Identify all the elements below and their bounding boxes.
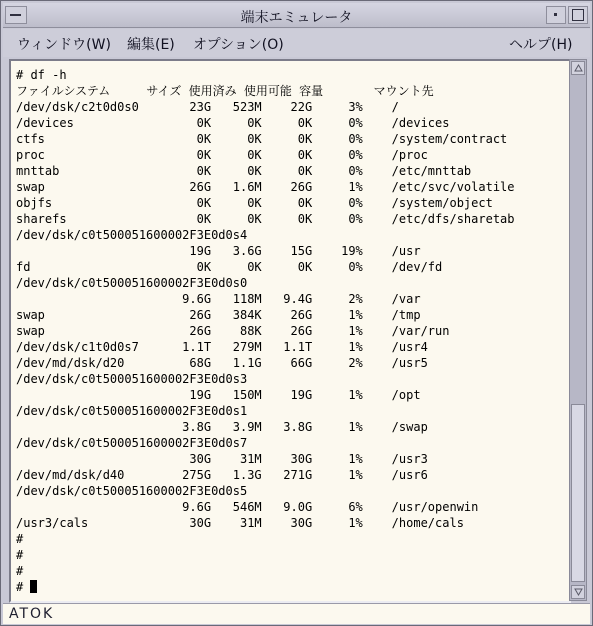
title-bar[interactable]	[3, 3, 590, 28]
input-method-indicator: ATOK	[9, 606, 55, 622]
arrow-down-icon	[574, 588, 583, 596]
scroll-down-button[interactable]	[571, 585, 585, 599]
terminal-line: 9.6G 546M 9.0G 6% /usr/openwin	[16, 500, 479, 514]
terminal-line: /devices 0K 0K 0K 0% /devices	[16, 116, 450, 130]
terminal-line: /dev/dsk/c2t0d0s0 23G 523M 22G 3% /	[16, 100, 399, 114]
terminal-line: ctfs 0K 0K 0K 0% /system/contract	[16, 132, 508, 146]
terminal-output	[11, 61, 569, 595]
terminal-line: 19G 150M 19G 1% /opt	[16, 388, 421, 402]
terminal-line: proc 0K 0K 0K 0% /proc	[16, 148, 428, 162]
prompt: #	[16, 580, 31, 594]
terminal-line: /dev/dsk/c0t500051600002F3E0d0s5	[16, 484, 248, 498]
terminal-line: /dev/dsk/c0t500051600002F3E0d0s7	[16, 436, 248, 450]
terminal-line: /usr3/cals 30G 31M 30G 1% /home/cals	[16, 516, 464, 530]
output-lines	[16, 100, 515, 578]
menu-options[interactable]: オプション(O)	[193, 37, 284, 53]
maximize-icon	[572, 9, 584, 21]
terminal-line: swap 26G 384K 26G 1% /tmp	[16, 308, 421, 322]
menu-window[interactable]: ウィンドウ(W)	[17, 37, 111, 53]
menu-bar	[3, 29, 590, 57]
terminal-line: objfs 0K 0K 0K 0% /system/object	[16, 196, 493, 210]
terminal-line: 30G 31M 30G 1% /usr3	[16, 452, 428, 466]
menu-help[interactable]: ヘルプ(H)	[509, 37, 573, 53]
terminal-line: fd 0K 0K 0K 0% /dev/fd	[16, 260, 443, 274]
window-title: 端末エミュレータ	[240, 10, 353, 26]
text-cursor	[30, 580, 37, 593]
terminal-line: swap 26G 88K 26G 1% /var/run	[16, 324, 450, 338]
terminal-line: /dev/dsk/c0t500051600002F3E0d0s0	[16, 276, 248, 290]
terminal-area[interactable]	[9, 59, 571, 603]
terminal-line: 9.6G 118M 9.4G 2% /var	[16, 292, 421, 306]
terminal-line: #	[16, 564, 24, 578]
df-header: ファイルシステム サイズ 使用済み 使用可能 容量 マウント先	[16, 84, 434, 98]
command-line: # df -h	[16, 68, 67, 82]
maximize-button[interactable]	[568, 6, 588, 24]
terminal-line: swap 26G 1.6M 26G 1% /etc/svc/volatile	[16, 180, 515, 194]
terminal-line: #	[16, 532, 24, 546]
terminal-line: /dev/dsk/c1t0d0s7 1.1T 279M 1.1T 1% /usr4	[16, 340, 428, 354]
terminal-line: /dev/dsk/c0t500051600002F3E0d0s4	[16, 228, 248, 242]
terminal-line: mnttab 0K 0K 0K 0% /etc/mnttab	[16, 164, 472, 178]
terminal-line: /dev/dsk/c0t500051600002F3E0d0s1	[16, 404, 248, 418]
status-bar	[3, 603, 590, 624]
terminal-line: 19G 3.6G 15G 19% /usr	[16, 244, 421, 258]
arrow-up-icon	[574, 64, 583, 72]
terminal-line: /dev/md/dsk/d20 68G 1.1G 66G 2% /usr5	[16, 356, 428, 370]
scroll-thumb[interactable]	[571, 404, 585, 582]
terminal-line: /dev/md/dsk/d40 275G 1.3G 271G 1% /usr6	[16, 468, 428, 482]
menu-edit[interactable]: 編集(E)	[127, 37, 175, 53]
terminal-line: 3.8G 3.9M 3.8G 1% /swap	[16, 420, 428, 434]
terminal-line: /dev/dsk/c0t500051600002F3E0d0s3	[16, 372, 248, 386]
minimize-icon	[554, 13, 557, 16]
minimize-button[interactable]	[546, 6, 566, 24]
vertical-scrollbar[interactable]	[569, 59, 587, 601]
scroll-up-button[interactable]	[571, 61, 585, 75]
terminal-line: sharefs 0K 0K 0K 0% /etc/dfs/sharetab	[16, 212, 515, 226]
terminal-line: #	[16, 548, 24, 562]
